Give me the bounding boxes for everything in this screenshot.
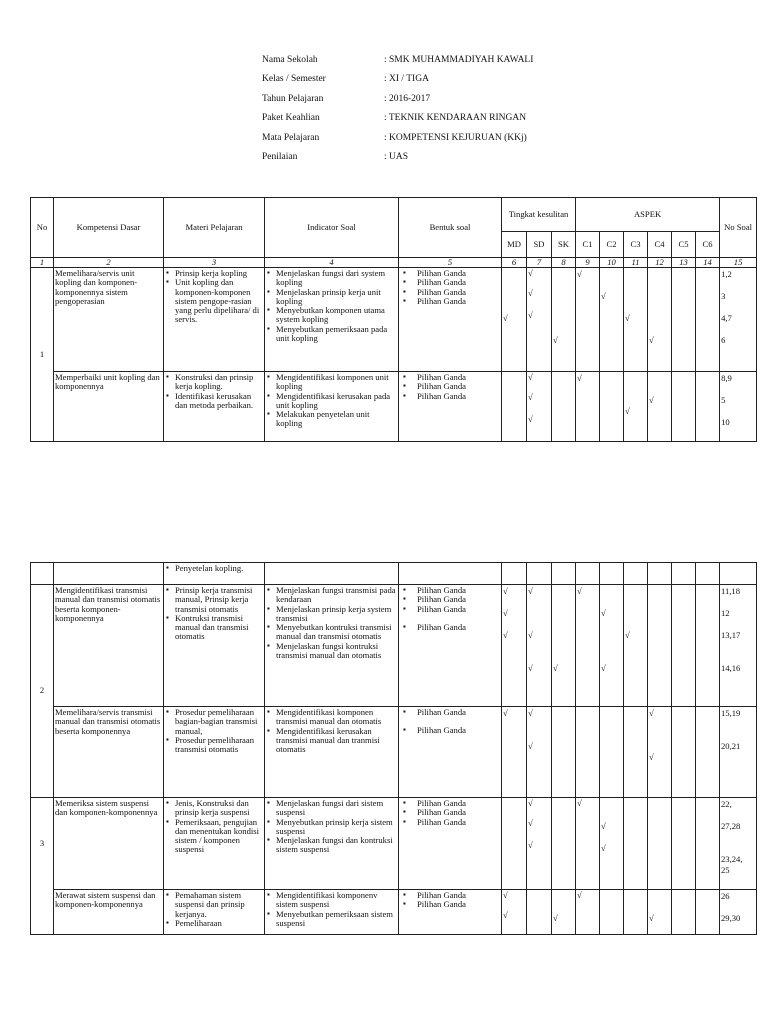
column-number: 3 — [164, 258, 265, 268]
list-item: ▪ Menjelaskan fungsi dari system kopling — [266, 269, 397, 288]
check-mark: √ — [625, 313, 630, 323]
check-mark: √ — [577, 373, 582, 383]
list-item: ▪ Pilihan Ganda — [400, 708, 500, 717]
c5-cell — [672, 707, 696, 798]
col-c6: C6 — [696, 232, 720, 258]
list-item: ▪ Menyebutkan pemeriksaan sistem suspensi — [266, 910, 397, 929]
c6-cell — [696, 707, 720, 798]
check-mark: √ — [577, 269, 582, 279]
check-mark: √ — [601, 608, 606, 618]
no-soal-cell: 22, 27,28 23,24, 25 — [720, 798, 757, 890]
list-item: ▪ Identifikasi kerusakan dan metoda perbaikan. — [165, 392, 263, 411]
list-item: ▪ Prinsip kerja transmisi manual, Prinsip kerja transmisi otomatis — [165, 586, 263, 614]
col-c1: C1 — [576, 232, 600, 258]
md-cell — [502, 585, 527, 707]
check-mark: √ — [528, 708, 533, 718]
list-item: ▪ Prosedur pemeliharaan bagian-bagian transmisi manual, — [165, 708, 263, 736]
materi-cell — [164, 563, 265, 585]
check-mark: √ — [503, 708, 508, 718]
check-mark: √ — [649, 395, 654, 405]
sd-cell — [527, 890, 552, 935]
c6-cell — [696, 268, 720, 372]
list-item: ▪ Pilihan Ganda — [400, 900, 500, 909]
list-item: ▪ Pilihan Ganda — [400, 392, 500, 401]
column-number: 13 — [672, 258, 696, 268]
materi-cell — [164, 372, 265, 442]
col-c2: C2 — [600, 232, 624, 258]
kisi-kisi-table-1 — [30, 197, 757, 442]
column-number: 2 — [54, 258, 164, 268]
sd-cell — [527, 585, 552, 707]
check-mark: √ — [649, 335, 654, 345]
list-item: ▪ Unit kopling dan komponen-komponen sistem pengope-rasian yang perlu dipelihara/ di servis. — [165, 278, 263, 324]
list-item: ▪ Mengidentifikasi komponen unit kopling — [266, 373, 397, 392]
check-mark: √ — [528, 414, 533, 424]
column-number: 8 — [552, 258, 576, 268]
list-item: ▪ Mengidentifikasi kerusakan pada unit kopling — [266, 392, 397, 411]
list-item: ▪ Menyebutkan pemeriksaan pada unit kopling — [266, 325, 397, 344]
c5-cell — [672, 372, 696, 442]
kisi-kisi-table-2 — [30, 562, 757, 935]
col-kompetensi-dasar: Kompetensi Dasar — [54, 198, 164, 258]
row-number: 1 — [31, 268, 54, 442]
no-soal-cell: 11,18 12 13,17 14,16 — [720, 585, 757, 707]
check-mark: √ — [528, 268, 533, 278]
c6-cell — [696, 798, 720, 890]
table-row — [31, 890, 757, 935]
check-mark: √ — [528, 372, 533, 382]
list-item: ▪ Menyebutkan komponen utama system kopling — [266, 306, 397, 325]
list-item: ▪ Pilihan Ganda — [400, 808, 500, 817]
indikator-cell — [265, 707, 399, 798]
list-item: ▪ Prosedur pemeliharaan transmisi otomatis — [165, 736, 263, 755]
kompetensi-dasar-cell: Memperbaiki unit kopling dan komponennya — [54, 372, 164, 442]
column-number: 12 — [648, 258, 672, 268]
c2-cell — [600, 798, 624, 890]
md-cell — [502, 890, 527, 935]
check-mark: √ — [553, 663, 558, 673]
no-soal-cell: 1,2 3 4,7 6 — [720, 268, 757, 372]
check-mark: √ — [625, 630, 630, 640]
list-item: ▪ Menjelaskan prinsip kerja unit kopling — [266, 288, 397, 307]
c3-cell — [624, 707, 648, 798]
sk-cell — [552, 798, 576, 890]
sk-cell — [552, 585, 576, 707]
check-mark: √ — [528, 663, 533, 673]
materi-cell — [164, 585, 265, 707]
md-cell — [502, 798, 527, 890]
column-number: 11 — [624, 258, 648, 268]
bentuk-soal-cell — [399, 798, 502, 890]
c1-cell — [576, 707, 600, 798]
list-item: ▪ Pilihan Ganda — [400, 269, 500, 278]
check-mark: √ — [528, 630, 533, 640]
bentuk-soal-cell — [399, 268, 502, 372]
col-indikator: Indicator Soal — [265, 198, 399, 258]
c4-cell — [648, 268, 672, 372]
kompetensi-dasar-cell: Mengidentifikasi transmisi manual dan transmisi otomatis beserta komponen-komponennya — [54, 585, 164, 707]
bentuk-soal-cell — [399, 707, 502, 798]
check-mark: √ — [649, 708, 654, 718]
check-mark: √ — [601, 291, 606, 301]
list-item: ▪ Pemahaman sistem suspensi dan prinsip kerjanya. — [165, 891, 263, 919]
column-number: 1 — [31, 258, 54, 268]
materi-cell — [164, 268, 265, 372]
row-number — [31, 563, 54, 585]
no-soal-cell: 8,9 5 10 — [720, 372, 757, 442]
table-row — [31, 268, 757, 372]
list-item: ▪ Menyebutkan prinsip kerja sistem suspensi — [266, 818, 397, 837]
no-soal-cell: 15,19 20,21 — [720, 707, 757, 798]
check-mark: √ — [649, 913, 654, 923]
sd-cell — [527, 372, 552, 442]
table-head-row — [31, 198, 757, 232]
list-item: ▪ Mengidentifikasi komponenv sistem suspensi — [266, 891, 397, 910]
check-mark: √ — [528, 392, 533, 402]
list-item: ▪ Pilihan Ganda — [400, 297, 500, 306]
check-mark: √ — [601, 663, 606, 673]
list-item: ▪ Pilihan Ganda — [400, 278, 500, 287]
c3-cell — [624, 890, 648, 935]
column-number: 4 — [265, 258, 399, 268]
col-c3: C3 — [624, 232, 648, 258]
col-sk: SK — [552, 232, 576, 258]
c3-cell — [624, 798, 648, 890]
bentuk-soal-cell — [399, 890, 502, 935]
check-mark: √ — [528, 818, 533, 828]
table-row — [31, 798, 757, 890]
list-item: ▪ Menyebutkan kontruksi transmisi manual dan transmisi otomatis — [266, 623, 397, 642]
sk-cell — [552, 372, 576, 442]
check-mark: √ — [528, 586, 533, 596]
list-item: ▪ Penyetelan kopling. — [165, 564, 263, 573]
indikator-cell — [265, 798, 399, 890]
check-mark: √ — [601, 843, 606, 853]
check-mark: √ — [553, 913, 558, 923]
materi-cell — [164, 707, 265, 798]
check-mark: √ — [577, 798, 582, 808]
indikator-cell — [265, 268, 399, 372]
c3-cell — [624, 372, 648, 442]
c5-cell — [672, 585, 696, 707]
table-row — [31, 707, 757, 798]
col-materi: Materi Pelajaran — [164, 198, 265, 258]
column-number: 14 — [696, 258, 720, 268]
column-number: 6 — [502, 258, 527, 268]
list-item: ▪ Pilihan Ganda — [400, 726, 500, 735]
col-aspek: ASPEK — [576, 198, 720, 232]
column-number: 15 — [720, 258, 757, 268]
table-row — [31, 372, 757, 442]
column-number: 9 — [576, 258, 600, 268]
c2-cell — [600, 372, 624, 442]
check-mark: √ — [601, 821, 606, 831]
list-item: ▪ Menjelaskan fungsi dan kontruksi sistem suspensi — [266, 836, 397, 855]
check-mark: √ — [503, 586, 508, 596]
check-mark: √ — [503, 630, 508, 640]
c1-cell — [576, 268, 600, 372]
check-mark: √ — [528, 798, 533, 808]
list-item: ▪ Konstruksi dan prinsip kerja kopling. — [165, 373, 263, 392]
check-mark: √ — [649, 752, 654, 762]
md-cell — [502, 268, 527, 372]
sk-cell — [552, 268, 576, 372]
list-item: ▪ Pemeriksaan, pengujian dan menentukan kondisi sistem / komponen suspensi — [165, 818, 263, 855]
list-item: ▪ Menjelaskan fungsi transmisi pada kendaraan — [266, 586, 397, 605]
sk-cell — [552, 890, 576, 935]
no-soal-cell: 26 29,30 — [720, 890, 757, 935]
col-no: No — [31, 198, 54, 258]
c4-cell — [648, 707, 672, 798]
c1-cell — [576, 372, 600, 442]
kompetensi-dasar-cell: Memelihara/servis unit kopling dan komponen-komponennya sistem pengoperasian — [54, 268, 164, 372]
col-c5: C5 — [672, 232, 696, 258]
c5-cell — [672, 798, 696, 890]
kompetensi-dasar-cell — [54, 563, 164, 585]
check-mark: √ — [528, 310, 533, 320]
check-mark: √ — [528, 288, 533, 298]
sd-cell — [527, 707, 552, 798]
list-item: ▪ Jenis, Konstruksi dan prinsip kerja suspensi — [165, 799, 263, 818]
list-item: ▪ Pilihan Ganda — [400, 799, 500, 808]
c1-cell — [576, 890, 600, 935]
check-mark: √ — [577, 890, 582, 900]
check-mark: √ — [528, 840, 533, 850]
col-c4: C4 — [648, 232, 672, 258]
sd-cell — [527, 798, 552, 890]
list-item: ▪ Pilihan Ganda — [400, 818, 500, 827]
c5-cell — [672, 268, 696, 372]
c6-cell — [696, 890, 720, 935]
kompetensi-dasar-cell: Memeriksa sistem suspensi dan komponen-komponennya — [54, 798, 164, 890]
list-item: ▪ Kontruksi transmisi manual dan transmisi otomatis — [165, 614, 263, 642]
col-bentuk-soal: Bentuk soal — [399, 198, 502, 258]
col-tingkat-kesulitan: Tingkat kesulitan — [502, 198, 576, 232]
c6-cell — [696, 585, 720, 707]
sk-cell — [552, 707, 576, 798]
check-mark: √ — [503, 890, 508, 900]
c1-cell — [576, 585, 600, 707]
col-sd: SD — [527, 232, 552, 258]
c5-cell — [672, 890, 696, 935]
list-item: ▪ Menjelaskan prinsip kerja system transmisi — [266, 605, 397, 624]
check-mark: √ — [503, 910, 508, 920]
list-item: ▪ Mengidentifikasi kerusakan transmisi manual dan tranmisi otomatis — [266, 727, 397, 755]
row-number: 2 — [31, 585, 54, 798]
list-item: ▪ Pilihan Ganda — [400, 605, 500, 614]
materi-cell — [164, 890, 265, 935]
list-item: ▪ Menjelaskan fungsi kontruksi transmisi manual dan otomatis — [266, 642, 397, 661]
check-mark: √ — [577, 586, 582, 596]
list-item: ▪ Mengidentifikasi komponen transmisi manual dan otomatis — [266, 708, 397, 727]
column-number: 10 — [600, 258, 624, 268]
c4-cell — [648, 890, 672, 935]
c2-cell — [600, 707, 624, 798]
c3-cell — [624, 585, 648, 707]
indikator-cell — [265, 585, 399, 707]
indikator-cell — [265, 372, 399, 442]
c4-cell — [648, 585, 672, 707]
check-mark: √ — [503, 608, 508, 618]
list-item: ▪ Pilihan Ganda — [400, 891, 500, 900]
list-item: ▪ Pemeliharaan — [165, 919, 263, 928]
c2-cell — [600, 890, 624, 935]
list-item: ▪ Pilihan Ganda — [400, 623, 500, 632]
list-item: ▪ Pilihan Ganda — [400, 373, 500, 382]
table-row — [31, 563, 757, 585]
c1-cell — [576, 798, 600, 890]
row-number: 3 — [31, 798, 54, 935]
md-cell — [502, 372, 527, 442]
list-item: ▪ Pilihan Ganda — [400, 382, 500, 391]
table-row — [31, 585, 757, 707]
list-item: ▪ Menjelaskan fungsi dari sistem suspensi — [266, 799, 397, 818]
check-mark: √ — [528, 741, 533, 751]
list-item: ▪ Pilihan Ganda — [400, 586, 500, 595]
c4-cell — [648, 798, 672, 890]
col-no-soal: No Soal — [720, 198, 757, 258]
column-number: 7 — [527, 258, 552, 268]
c6-cell — [696, 372, 720, 442]
indikator-cell — [265, 890, 399, 935]
check-mark: √ — [625, 406, 630, 416]
column-number: 5 — [399, 258, 502, 268]
kompetensi-dasar-cell: Memelihara/servis transmisi manual dan transmisi otomatis beserta komponennya — [54, 707, 164, 798]
list-item: ▪ Pilihan Ganda — [400, 595, 500, 604]
check-mark: √ — [553, 335, 558, 345]
column-number-row — [31, 258, 757, 268]
md-cell — [502, 707, 527, 798]
c2-cell — [600, 268, 624, 372]
list-item: ▪ Pilihan Ganda — [400, 288, 500, 297]
check-mark: √ — [503, 313, 508, 323]
list-item: ▪ Melakukan penyetelan unit kopling — [266, 410, 397, 429]
sd-cell — [527, 268, 552, 372]
materi-cell — [164, 798, 265, 890]
list-item: ▪ Prinsip kerja kopling — [165, 269, 263, 278]
col-md: MD — [502, 232, 527, 258]
c2-cell — [600, 585, 624, 707]
bentuk-soal-cell — [399, 372, 502, 442]
c4-cell — [648, 372, 672, 442]
bentuk-soal-cell — [399, 585, 502, 707]
c3-cell — [624, 268, 648, 372]
kompetensi-dasar-cell: Merawat sistem suspensi dan komponen-komponennya — [54, 890, 164, 935]
